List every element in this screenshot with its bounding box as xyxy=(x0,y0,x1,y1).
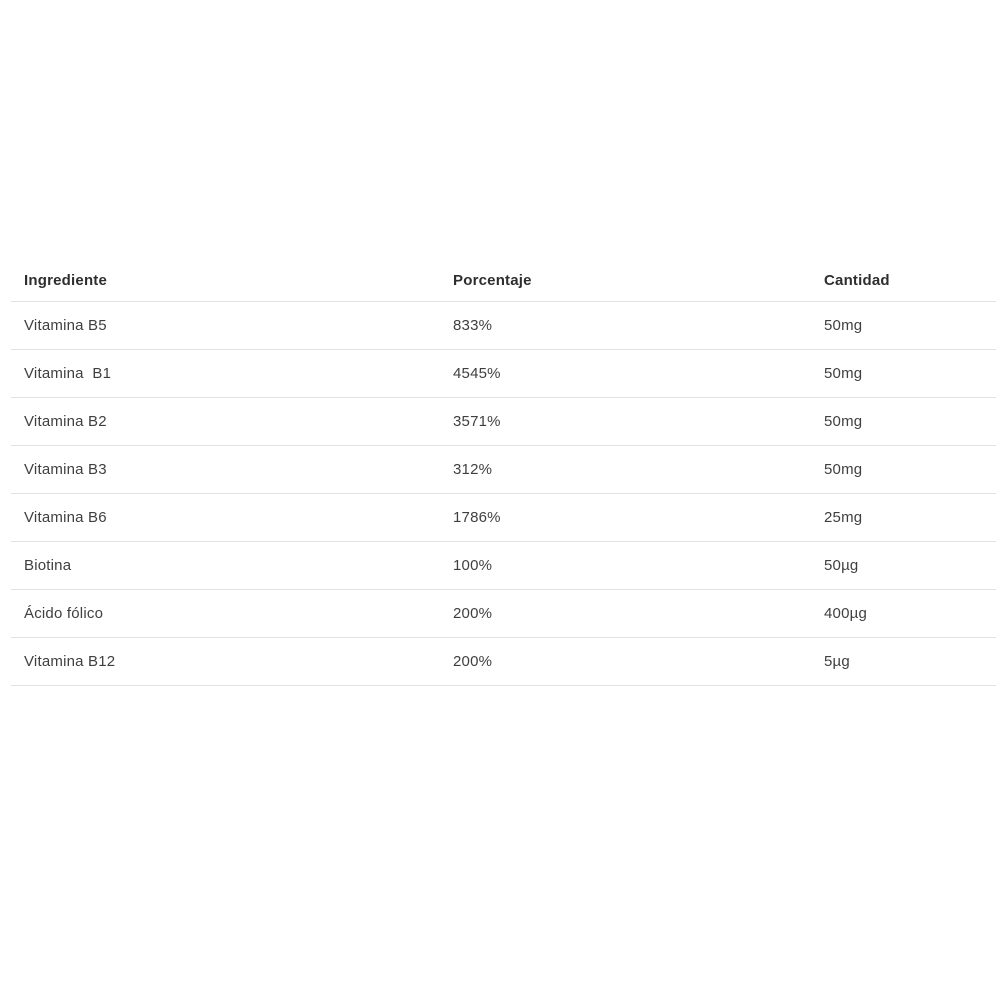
table-header-row xyxy=(11,259,996,302)
cell-cantidad: 50mg xyxy=(824,365,863,382)
cell-cantidad: 50µg xyxy=(824,557,859,574)
cell-cantidad: 50mg xyxy=(824,461,863,478)
column-header-cantidad: Cantidad xyxy=(824,271,890,289)
cell-ingrediente: Vitamina B12 xyxy=(24,653,116,670)
cell-porcentaje: 3571% xyxy=(453,413,501,430)
cell-cantidad: 400µg xyxy=(824,605,868,622)
cell-porcentaje: 100% xyxy=(453,557,493,574)
cell-ingrediente: Vitamina B2 xyxy=(24,413,107,430)
cell-porcentaje: 200% xyxy=(453,605,493,622)
table-row xyxy=(11,638,996,686)
cell-ingrediente: Biotina xyxy=(24,557,72,574)
ingredients-table xyxy=(11,259,996,686)
cell-cantidad: 25mg xyxy=(824,509,863,526)
table-row xyxy=(11,446,996,494)
table-row xyxy=(11,494,996,542)
cell-ingrediente: Vitamina B1 xyxy=(24,365,112,382)
cell-ingrediente: Vitamina B5 xyxy=(24,317,107,334)
table-row xyxy=(11,350,996,398)
table-row xyxy=(11,590,996,638)
table-row xyxy=(11,302,996,350)
column-header-ingrediente: Ingrediente xyxy=(24,271,108,289)
cell-cantidad: 50mg xyxy=(824,413,863,430)
cell-porcentaje: 200% xyxy=(453,653,493,670)
cell-ingrediente: Ácido fólico xyxy=(24,605,104,622)
cell-porcentaje: 4545% xyxy=(453,365,501,382)
cell-cantidad: 50mg xyxy=(824,317,863,334)
cell-porcentaje: 1786% xyxy=(453,509,501,526)
table-row xyxy=(11,398,996,446)
table-row xyxy=(11,542,996,590)
cell-ingrediente: Vitamina B3 xyxy=(24,461,107,478)
cell-porcentaje: 833% xyxy=(453,317,493,334)
cell-porcentaje: 312% xyxy=(453,461,493,478)
cell-cantidad: 5µg xyxy=(824,653,850,670)
cell-ingrediente: Vitamina B6 xyxy=(24,509,107,526)
column-header-porcentaje: Porcentaje xyxy=(453,271,532,289)
